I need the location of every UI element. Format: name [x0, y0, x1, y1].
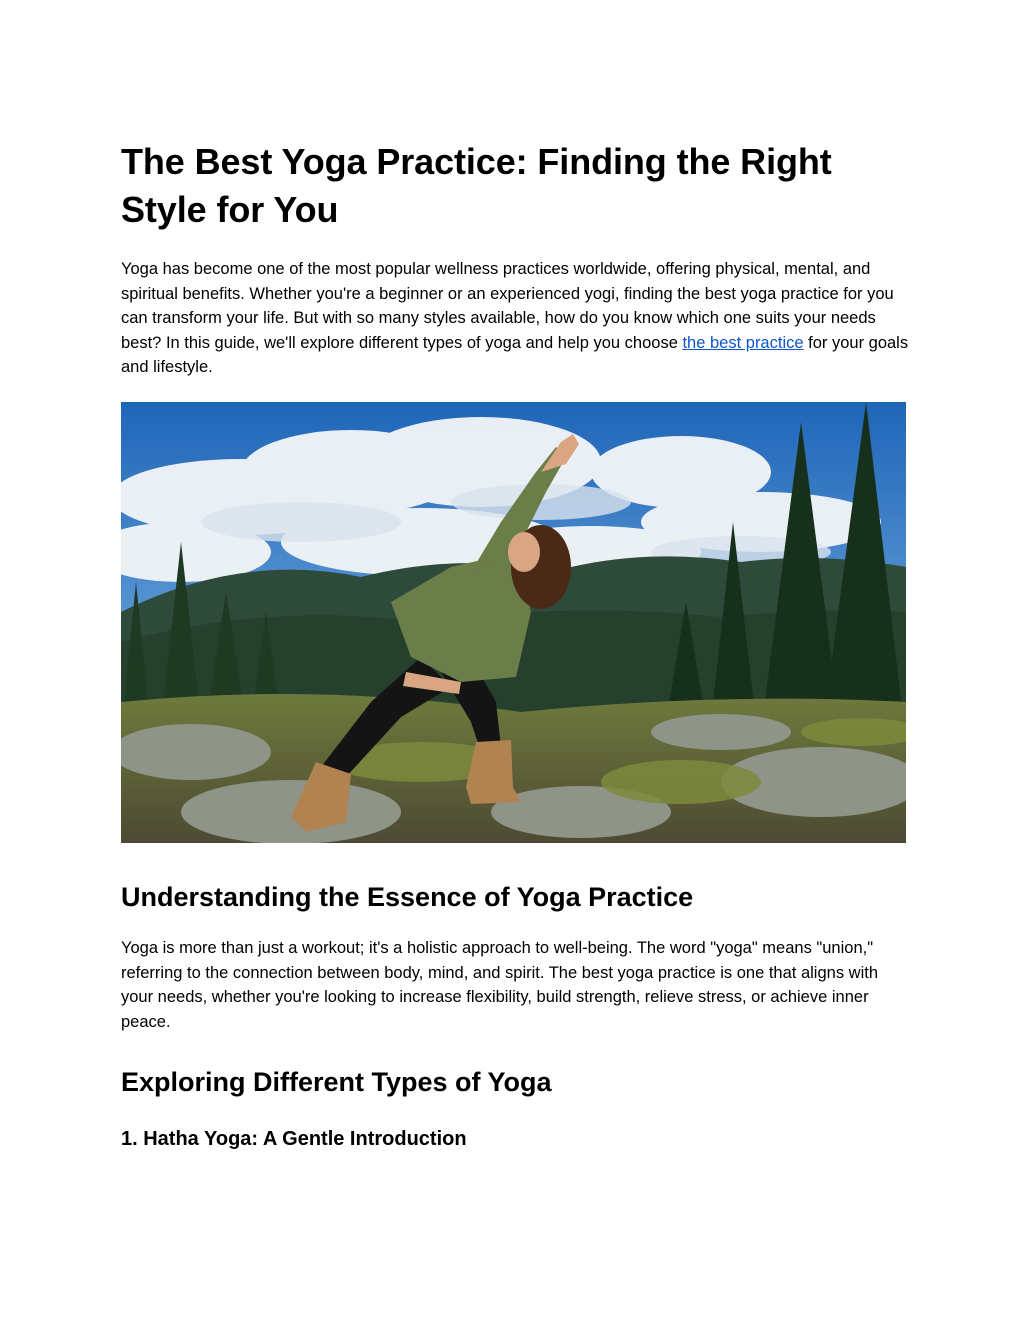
intro-text-end: for your goals and lifestyle. — [121, 333, 909, 376]
intro-text: Yoga has become one of the most popular wellness practices worldwide, offering physical, mental, and spiritual benefits. Whether you're a beginner or an experienced yogi, finding the best yoga practice for you can transform your life. But with so many styles available, how do you know which one suits your needs best? In this guide, we'll explore different types of yoga and help you choose — [121, 260, 894, 352]
best-practice-link[interactable]: the best practice — [682, 333, 804, 352]
section-heading-essence: Understanding the Essence of Yoga Practice — [121, 882, 694, 912]
intro-paragraph — [121, 257, 911, 380]
section-paragraph-essence: Yoga is more than just a workout; it's a holistic approach to well-being. The word "yoga" means "union," referring to the connection between body, mind, and spirit. The best yoga practice is one that aligns with your needs, whether you're looking to increase flexibility, build strength, relieve stress, or achieve inner peace. — [121, 939, 878, 1031]
section-heading-types: Exploring Different Types of Yoga — [121, 1067, 552, 1097]
page-title: The Best Yoga Practice: Finding the Right Style for You — [121, 141, 832, 230]
subheading-hatha: 1. Hatha Yoga: A Gentle Introduction — [121, 1128, 467, 1150]
yoga-hero-image — [121, 402, 906, 843]
